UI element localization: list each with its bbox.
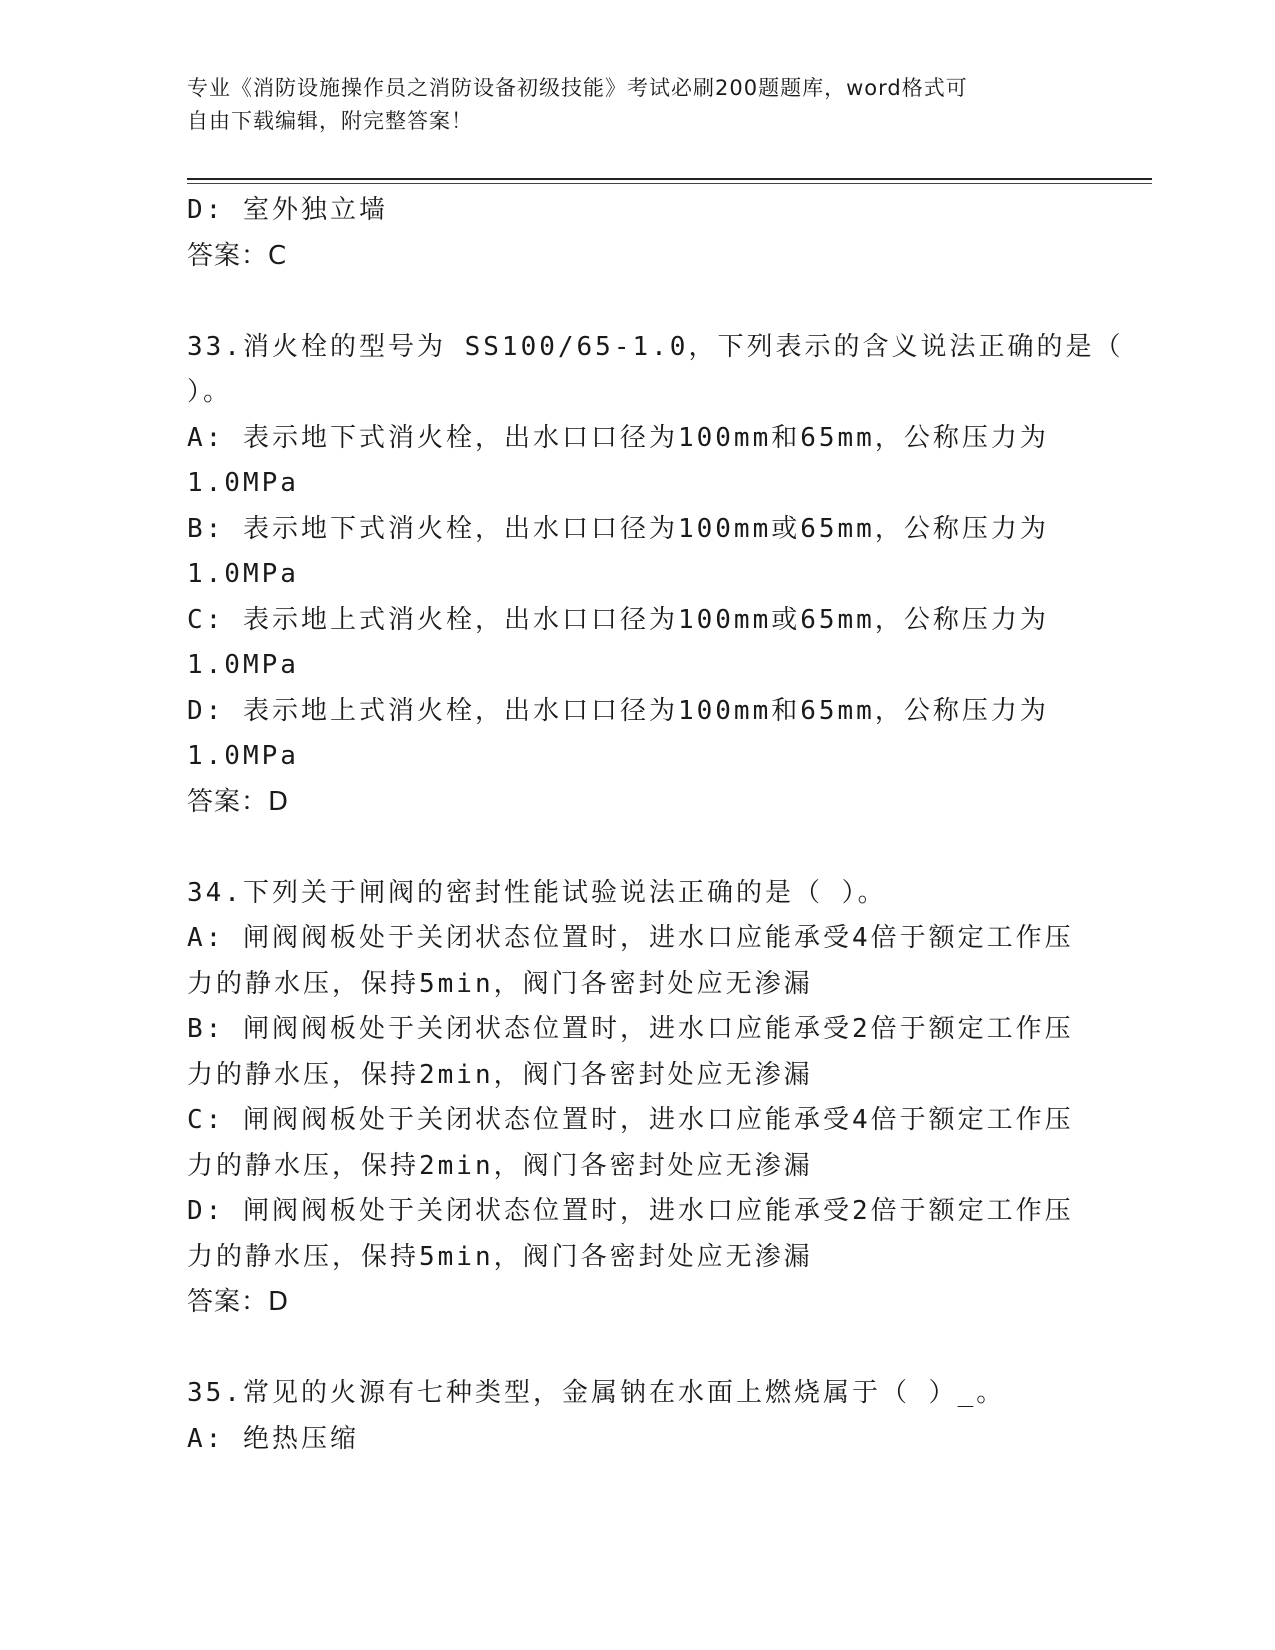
q34-stem: 34.下列关于闸阀的密封性能试验说法正确的是（ ）。 [187, 877, 887, 908]
q33-option-c-line-1: C: 表示地上式消火栓，出水口口径为100mm或65mm，公称压力为 [187, 604, 1049, 635]
q33-option-d-line-2: 1.0MPa [187, 741, 299, 771]
q33-stem-line-2: ）。 [187, 377, 233, 407]
q33-option-a-line-2: 1.0MPa [187, 468, 299, 498]
q33-option-b-line-2: 1.0MPa [187, 559, 299, 589]
header-rule-thin [187, 183, 1152, 184]
spacer [187, 279, 1087, 325]
spacer [187, 825, 1087, 871]
q34-answer: 答案：D [187, 1287, 290, 1317]
q33-answer: 答案：D [187, 786, 290, 817]
q34-option-c-line-1: C: 闸阀阀板处于关闭状态位置时，进水口应能承受4倍于额定工作压 [187, 1105, 1074, 1135]
prev-option-d: D: 室外独立墙 [187, 195, 388, 225]
question-33 [187, 325, 1124, 826]
q33-stem-line-1: 33.消火栓的型号为 SS100/65-1.0，下列表示的含义说法正确的是（ [187, 331, 1124, 362]
header-line-1: 专业《消防设施操作员之消防设备初级技能》考试必刷200题题库，word格式可 [187, 76, 968, 100]
q34-option-b-line-1: B: 闸阀阀板处于关闭状态位置时，进水口应能承受2倍于额定工作压 [187, 1014, 1074, 1044]
question-35 [187, 1371, 1087, 1462]
document-header [187, 72, 1087, 138]
q33-option-b-line-1: B: 表示地下式消火栓，出水口口径为100mm或65mm，公称压力为 [187, 513, 1049, 544]
prev-answer: 答案：C [187, 240, 288, 271]
question-content [187, 188, 1124, 1462]
header-rule-thick [187, 178, 1152, 180]
q34-option-c-line-2: 力的静水压，保持2min，阀门各密封处应无渗漏 [187, 1150, 813, 1181]
q34-option-a-line-1: A: 闸阀阀板处于关闭状态位置时，进水口应能承受4倍于额定工作压 [187, 923, 1074, 953]
q35-option-a-line-1: A: 绝热压缩 [187, 1423, 359, 1454]
q33-option-a-line-1: A: 表示地下式消火栓，出水口口径为100mm和65mm，公称压力为 [187, 422, 1049, 453]
q33-option-d-line-1: D: 表示地上式消火栓，出水口口径为100mm和65mm，公称压力为 [187, 695, 1049, 726]
question-34 [187, 871, 1087, 1326]
q34-option-d-line-2: 力的静水压，保持5min，阀门各密封处应无渗漏 [187, 1241, 813, 1272]
header-line-2: 自由下载编辑，附完整答案！ [187, 109, 473, 133]
q34-option-d-line-1: D: 闸阀阀板处于关闭状态位置时，进水口应能承受2倍于额定工作压 [187, 1196, 1074, 1226]
q33-option-c-line-2: 1.0MPa [187, 650, 299, 680]
q34-option-b-line-2: 力的静水压，保持2min，阀门各密封处应无渗漏 [187, 1059, 813, 1090]
q34-option-a-line-2: 力的静水压，保持5min，阀门各密封处应无渗漏 [187, 968, 813, 999]
q35-stem: 35.常见的火源有七种类型，金属钠在水面上燃烧属于（ ）_。 [187, 1378, 1006, 1408]
spacer [187, 1326, 1087, 1372]
